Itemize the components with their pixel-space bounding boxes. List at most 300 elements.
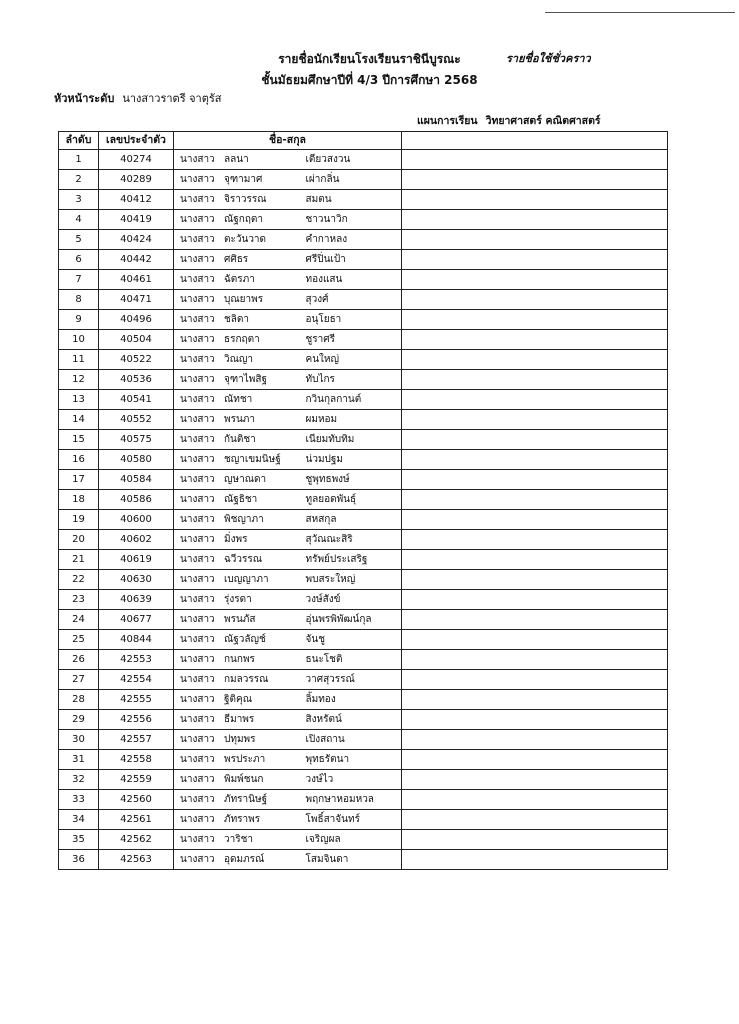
student-id: 42555 xyxy=(99,690,174,710)
student-id: 40522 xyxy=(99,350,174,370)
last-name: พบสระใหญ่ xyxy=(302,570,402,590)
blank-cell xyxy=(402,410,668,430)
table-row xyxy=(59,750,668,770)
row-number: 26 xyxy=(59,650,99,670)
row-number: 14 xyxy=(59,410,99,430)
table-row xyxy=(59,370,668,390)
table-row xyxy=(59,470,668,490)
table-row xyxy=(59,490,668,510)
name-prefix: นางสาว xyxy=(180,774,215,785)
first-name: ตะวันวาด xyxy=(224,234,267,245)
first-name: ภัทรานิษฐ์ xyxy=(224,794,268,805)
blank-cell xyxy=(402,330,668,350)
blank-cell xyxy=(402,690,668,710)
table-header-row xyxy=(59,132,668,150)
last-name: ศรีปิ่นเป้า xyxy=(302,250,402,270)
student-name xyxy=(174,470,302,490)
row-number: 1 xyxy=(59,150,99,170)
first-name: พรนภัส xyxy=(224,614,256,625)
table-row xyxy=(59,390,668,410)
table-row xyxy=(59,210,668,230)
study-plan-value: วิทยาศาสตร์ คณิตศาสตร์ xyxy=(485,115,601,127)
row-number: 25 xyxy=(59,630,99,650)
blank-cell xyxy=(402,850,668,870)
head-teacher-label: หัวหน้าระดับ xyxy=(54,92,115,105)
table-row xyxy=(59,510,668,530)
first-name: พรนภา xyxy=(224,414,256,425)
first-name: พิมพ์ชนก xyxy=(224,774,264,785)
row-number: 2 xyxy=(59,170,99,190)
blank-cell xyxy=(402,650,668,670)
student-id: 40419 xyxy=(99,210,174,230)
row-number: 18 xyxy=(59,490,99,510)
first-name: ธรกฤตา xyxy=(224,334,260,345)
student-name xyxy=(174,810,302,830)
name-prefix: นางสาว xyxy=(180,814,215,825)
student-id: 40552 xyxy=(99,410,174,430)
row-number: 11 xyxy=(59,350,99,370)
last-name: ลิ้มทอง xyxy=(302,690,402,710)
student-name xyxy=(174,210,302,230)
name-prefix: นางสาว xyxy=(180,474,215,485)
first-name: ณัฐธิชา xyxy=(224,494,258,505)
student-id: 40586 xyxy=(99,490,174,510)
row-number: 27 xyxy=(59,670,99,690)
blank-cell xyxy=(402,310,668,330)
blank-cell xyxy=(402,530,668,550)
row-number: 21 xyxy=(59,550,99,570)
name-prefix: นางสาว xyxy=(180,494,215,505)
last-name: น่วมปฐม xyxy=(302,450,402,470)
last-name: ผมหอม xyxy=(302,410,402,430)
first-name: ธีมาพร xyxy=(224,714,255,725)
student-id: 40630 xyxy=(99,570,174,590)
name-prefix: นางสาว xyxy=(180,854,215,865)
table-row xyxy=(59,830,668,850)
table-row xyxy=(59,790,668,810)
student-name xyxy=(174,370,302,390)
blank-cell xyxy=(402,670,668,690)
name-prefix: นางสาว xyxy=(180,654,215,665)
last-name: ชาวนาวิก xyxy=(302,210,402,230)
student-id: 40504 xyxy=(99,330,174,350)
first-name: กมลวรรณ xyxy=(224,674,269,685)
student-roster-table xyxy=(58,131,668,870)
row-number: 20 xyxy=(59,530,99,550)
first-name: ณัฐกฤตา xyxy=(224,214,264,225)
student-id: 40412 xyxy=(99,190,174,210)
name-prefix: นางสาว xyxy=(180,454,215,465)
study-plan-line xyxy=(417,114,601,128)
last-name: ทูลยอดพันธุ์ xyxy=(302,490,402,510)
blank-cell xyxy=(402,490,668,510)
name-prefix: นางสาว xyxy=(180,234,215,245)
blank-cell xyxy=(402,370,668,390)
name-prefix: นางสาว xyxy=(180,154,215,165)
table-row xyxy=(59,410,668,430)
blank-cell xyxy=(402,470,668,490)
row-number: 8 xyxy=(59,290,99,310)
name-prefix: นางสาว xyxy=(180,574,215,585)
table-row xyxy=(59,590,668,610)
row-number: 12 xyxy=(59,370,99,390)
first-name: ญษาณดา xyxy=(224,474,267,485)
row-number: 35 xyxy=(59,830,99,850)
first-name: ฉวีวรรณ xyxy=(224,554,263,565)
row-number: 15 xyxy=(59,430,99,450)
name-prefix: นางสาว xyxy=(180,414,215,425)
student-id: 40541 xyxy=(99,390,174,410)
student-id: 40442 xyxy=(99,250,174,270)
table-row xyxy=(59,570,668,590)
name-prefix: นางสาว xyxy=(180,534,215,545)
roster-body xyxy=(59,150,668,870)
last-name: โพธิ์สาจันทร์ xyxy=(302,810,402,830)
name-prefix: นางสาว xyxy=(180,594,215,605)
table-row xyxy=(59,150,668,170)
first-name: วาริชา xyxy=(224,834,254,845)
row-number: 4 xyxy=(59,210,99,230)
name-prefix: นางสาว xyxy=(180,694,215,705)
student-id: 42559 xyxy=(99,770,174,790)
blank-cell xyxy=(402,270,668,290)
first-name: ปทุมพร xyxy=(224,734,256,745)
student-name xyxy=(174,730,302,750)
name-prefix: นางสาว xyxy=(180,514,215,525)
student-name xyxy=(174,590,302,610)
table-row xyxy=(59,430,668,450)
student-name xyxy=(174,530,302,550)
last-name: กวินกุลกานต์ xyxy=(302,390,402,410)
student-name xyxy=(174,850,302,870)
student-name xyxy=(174,630,302,650)
last-name: อุ่นพรพิพัฒน์กุล xyxy=(302,610,402,630)
student-name xyxy=(174,510,302,530)
student-name xyxy=(174,770,302,790)
blank-cell xyxy=(402,350,668,370)
table-row xyxy=(59,350,668,370)
blank-cell xyxy=(402,450,668,470)
row-number: 34 xyxy=(59,810,99,830)
student-name xyxy=(174,610,302,630)
last-name: คำกาหลง xyxy=(302,230,402,250)
name-prefix: นางสาว xyxy=(180,334,215,345)
student-id: 40461 xyxy=(99,270,174,290)
row-number: 23 xyxy=(59,590,99,610)
row-number: 19 xyxy=(59,510,99,530)
blank-cell xyxy=(402,230,668,250)
table-row xyxy=(59,310,668,330)
first-name: ลลนา xyxy=(224,154,249,165)
row-number: 16 xyxy=(59,450,99,470)
last-name: ชูพุทธพงษ์ xyxy=(302,470,402,490)
name-prefix: นางสาว xyxy=(180,274,215,285)
first-name: รุ่งรดา xyxy=(224,594,252,605)
row-number: 7 xyxy=(59,270,99,290)
student-name xyxy=(174,150,302,170)
student-name xyxy=(174,650,302,670)
blank-cell xyxy=(402,290,668,310)
last-name: คนใหญ่ xyxy=(302,350,402,370)
top-edge-line xyxy=(545,12,735,13)
row-number: 3 xyxy=(59,190,99,210)
student-id: 40575 xyxy=(99,430,174,450)
student-id: 42553 xyxy=(99,650,174,670)
last-name: สมตน xyxy=(302,190,402,210)
row-number: 28 xyxy=(59,690,99,710)
first-name: ณัฐวลัญช์ xyxy=(224,634,266,645)
head-teacher-name: นางสาวราตรี จาตุรัส xyxy=(122,92,222,105)
student-id: 42557 xyxy=(99,730,174,750)
first-name: ณัทชา xyxy=(224,394,253,405)
name-prefix: นางสาว xyxy=(180,294,215,305)
last-name: ทองแสน xyxy=(302,270,402,290)
blank-cell xyxy=(402,210,668,230)
name-prefix: นางสาว xyxy=(180,834,215,845)
first-name: จิราวรรณ xyxy=(224,194,267,205)
first-name: ศศิธร xyxy=(224,254,249,265)
student-name xyxy=(174,250,302,270)
last-name: ทรัพย์ประเสริฐ xyxy=(302,550,402,570)
blank-cell xyxy=(402,790,668,810)
student-id: 42556 xyxy=(99,710,174,730)
student-id: 42558 xyxy=(99,750,174,770)
table-row xyxy=(59,610,668,630)
table-row xyxy=(59,630,668,650)
table-row xyxy=(59,530,668,550)
student-name xyxy=(174,170,302,190)
row-number: 33 xyxy=(59,790,99,810)
student-name xyxy=(174,450,302,470)
student-id: 40619 xyxy=(99,550,174,570)
blank-cell xyxy=(402,430,668,450)
last-name: เตียวสงวน xyxy=(302,150,402,170)
last-name: จันชู xyxy=(302,630,402,650)
first-name: กันติชา xyxy=(224,434,256,445)
name-prefix: นางสาว xyxy=(180,434,215,445)
student-name xyxy=(174,290,302,310)
blank-cell xyxy=(402,830,668,850)
student-id: 40602 xyxy=(99,530,174,550)
table-row xyxy=(59,230,668,250)
head-teacher-line xyxy=(54,91,221,107)
student-id: 40424 xyxy=(99,230,174,250)
first-name: ชญาเขมนิษฐ์ xyxy=(224,454,281,465)
student-id: 40639 xyxy=(99,590,174,610)
first-name: ภัทราพร xyxy=(224,814,261,825)
blank-cell xyxy=(402,810,668,830)
document-title: รายชื่อนักเรียนโรงเรียนราชินีบูรณะ xyxy=(278,52,461,66)
student-id: 40600 xyxy=(99,510,174,530)
first-name: มิ่งพร xyxy=(224,534,248,545)
row-number: 22 xyxy=(59,570,99,590)
student-name xyxy=(174,310,302,330)
student-id: 40580 xyxy=(99,450,174,470)
table-row xyxy=(59,450,668,470)
row-number: 30 xyxy=(59,730,99,750)
name-prefix: นางสาว xyxy=(180,174,215,185)
last-name: เนียมทับทิม xyxy=(302,430,402,450)
first-name: ฉัตรภา xyxy=(224,274,255,285)
row-number: 17 xyxy=(59,470,99,490)
table-row xyxy=(59,810,668,830)
blank-cell xyxy=(402,730,668,750)
student-name xyxy=(174,830,302,850)
blank-cell xyxy=(402,390,668,410)
student-name xyxy=(174,430,302,450)
blank-cell xyxy=(402,250,668,270)
temporary-list-note: รายชื่อใช้ชั่วคราว xyxy=(506,52,591,65)
row-number: 6 xyxy=(59,250,99,270)
student-id: 40471 xyxy=(99,290,174,310)
row-number: 31 xyxy=(59,750,99,770)
first-name: จุฑาไพสิฐ xyxy=(224,374,268,385)
student-id: 40844 xyxy=(99,630,174,650)
first-name: อุดมภรณ์ xyxy=(224,854,265,865)
table-row xyxy=(59,730,668,750)
student-name xyxy=(174,790,302,810)
row-number: 29 xyxy=(59,710,99,730)
name-prefix: นางสาว xyxy=(180,354,215,365)
student-id: 40496 xyxy=(99,310,174,330)
row-number: 9 xyxy=(59,310,99,330)
student-name xyxy=(174,690,302,710)
table-row xyxy=(59,690,668,710)
table-row xyxy=(59,290,668,310)
row-number: 36 xyxy=(59,850,99,870)
first-name: พรประภา xyxy=(224,754,266,765)
blank-cell xyxy=(402,770,668,790)
student-id: 40536 xyxy=(99,370,174,390)
blank-cell xyxy=(402,190,668,210)
last-name: สหสกุล xyxy=(302,510,402,530)
name-prefix: นางสาว xyxy=(180,394,215,405)
student-id: 42563 xyxy=(99,850,174,870)
last-name: อนุโยธา xyxy=(302,310,402,330)
student-id: 42560 xyxy=(99,790,174,810)
table-row xyxy=(59,190,668,210)
name-prefix: นางสาว xyxy=(180,554,215,565)
table-row xyxy=(59,170,668,190)
last-name: พุทธรัตนา xyxy=(302,750,402,770)
name-prefix: นางสาว xyxy=(180,734,215,745)
student-name xyxy=(174,270,302,290)
student-id: 42561 xyxy=(99,810,174,830)
table-row xyxy=(59,850,668,870)
table-row xyxy=(59,250,668,270)
last-name: ทับไกร xyxy=(302,370,402,390)
table-row xyxy=(59,650,668,670)
last-name: เจริญผล xyxy=(302,830,402,850)
column-header-number: ลำดับ xyxy=(59,132,99,150)
blank-cell xyxy=(402,710,668,730)
last-name: เปิงสถาน xyxy=(302,730,402,750)
student-name xyxy=(174,570,302,590)
name-prefix: นางสาว xyxy=(180,194,215,205)
first-name: บุณยาพร xyxy=(224,294,264,305)
student-id: 42554 xyxy=(99,670,174,690)
first-name: วิณญา xyxy=(224,354,254,365)
last-name: สิงหรัตน์ xyxy=(302,710,402,730)
last-name: สุวงศ์ xyxy=(302,290,402,310)
student-name xyxy=(174,750,302,770)
first-name: ชลิตา xyxy=(224,314,250,325)
column-header-blank xyxy=(402,132,668,150)
name-prefix: นางสาว xyxy=(180,794,215,805)
first-name: ฐิติคุณ xyxy=(224,694,252,705)
blank-cell xyxy=(402,630,668,650)
blank-cell xyxy=(402,570,668,590)
name-prefix: นางสาว xyxy=(180,634,215,645)
row-number: 13 xyxy=(59,390,99,410)
student-name xyxy=(174,390,302,410)
last-name: วงษ์ไว xyxy=(302,770,402,790)
last-name: สุวัณณะสิริ xyxy=(302,530,402,550)
student-id: 40584 xyxy=(99,470,174,490)
last-name: พฤกษาหอมหวล xyxy=(302,790,402,810)
table-row xyxy=(59,710,668,730)
student-id: 42562 xyxy=(99,830,174,850)
student-name xyxy=(174,410,302,430)
name-prefix: นางสาว xyxy=(180,614,215,625)
student-id: 40677 xyxy=(99,610,174,630)
first-name: กนกพร xyxy=(224,654,255,665)
row-number: 32 xyxy=(59,770,99,790)
last-name: ธนะโชติ xyxy=(302,650,402,670)
document-subtitle: ชั้นมัธยมศึกษาปีที่ 4/3 ปีการศึกษา 2568 xyxy=(261,73,478,87)
first-name: พิชญาภา xyxy=(224,514,264,525)
student-name xyxy=(174,230,302,250)
blank-cell xyxy=(402,610,668,630)
row-number: 24 xyxy=(59,610,99,630)
name-prefix: นางสาว xyxy=(180,754,215,765)
last-name: วงษ์สังข์ xyxy=(302,590,402,610)
row-number: 10 xyxy=(59,330,99,350)
name-prefix: นางสาว xyxy=(180,714,215,725)
student-name xyxy=(174,190,302,210)
row-number: 5 xyxy=(59,230,99,250)
table-row xyxy=(59,270,668,290)
name-prefix: นางสาว xyxy=(180,674,215,685)
student-name xyxy=(174,490,302,510)
last-name: เผ่ากลิ่น xyxy=(302,170,402,190)
student-name xyxy=(174,710,302,730)
last-name: ชูราศรี xyxy=(302,330,402,350)
blank-cell xyxy=(402,510,668,530)
blank-cell xyxy=(402,750,668,770)
blank-cell xyxy=(402,590,668,610)
first-name: จุฑามาศ xyxy=(224,174,263,185)
table-row xyxy=(59,550,668,570)
student-name xyxy=(174,350,302,370)
last-name: วาศสุวรรณ์ xyxy=(302,670,402,690)
table-row xyxy=(59,330,668,350)
name-prefix: นางสาว xyxy=(180,374,215,385)
first-name: เบญญาภา xyxy=(224,574,269,585)
blank-cell xyxy=(402,170,668,190)
student-name xyxy=(174,670,302,690)
student-name xyxy=(174,330,302,350)
name-prefix: นางสาว xyxy=(180,314,215,325)
blank-cell xyxy=(402,550,668,570)
student-id: 40289 xyxy=(99,170,174,190)
table-row xyxy=(59,770,668,790)
student-name xyxy=(174,550,302,570)
column-header-student-id: เลขประจำตัว xyxy=(99,132,174,150)
blank-cell xyxy=(402,150,668,170)
student-id: 40274 xyxy=(99,150,174,170)
column-header-name: ชื่อ-สกุล xyxy=(174,132,402,150)
